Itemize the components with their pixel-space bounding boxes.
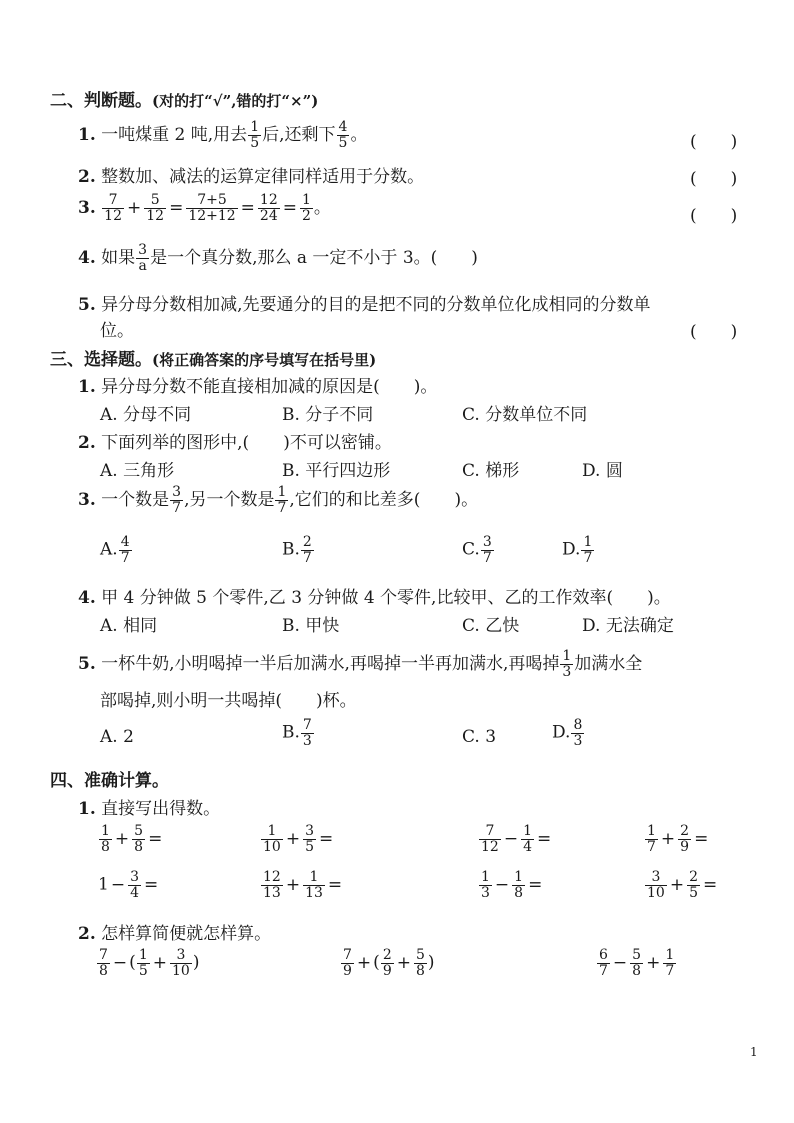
option-d[interactable]: D. 圆 [582,461,623,481]
fraction [678,824,691,854]
numerator: 2 [680,823,690,839]
question-text: 怎样算简便就怎样算。 [101,924,272,944]
denominator: 7 [647,838,656,855]
denominator: 8 [514,884,524,901]
option-c[interactable]: C. 乙快 [462,616,520,636]
option-a[interactable]: A. 相同 [100,616,158,636]
question-text: 一吨煤重 2 吨,用去 [101,125,248,145]
answer-blank[interactable]: ( ) [690,169,738,189]
operator: = [282,198,297,218]
calc-item [478,824,553,854]
option-b[interactable]: B. 分子不同 [282,405,374,425]
denominator: 4 [523,838,532,855]
answer-blank[interactable]: ( ) [690,206,738,226]
fraction [581,535,594,565]
calc-item [644,870,719,900]
denominator: 7 [172,500,182,516]
denominator: 13 [263,884,281,901]
numerator: 3 [172,484,182,501]
fraction [248,120,261,150]
paren: ( [129,952,136,973]
denominator: 9 [680,838,690,855]
numerator: 1 [138,947,148,963]
operator: − [494,874,510,895]
numerator: 5 [150,192,160,209]
operator: = [144,874,159,895]
operator: = [703,874,718,895]
question-text-line2: 位。 [100,321,134,341]
fraction [479,824,501,854]
numerator: 4 [338,119,348,136]
judgment-q2 [78,162,424,187]
fraction [136,243,149,273]
denominator: 9 [382,962,392,979]
numerator: 3 [130,869,139,885]
operator: − [110,874,126,895]
fraction [301,718,314,748]
paren: ) [192,952,200,973]
operator: + [646,952,661,973]
denominator: 8 [415,962,425,979]
question-number: 2. [78,433,96,453]
question-number: 3. [78,198,96,218]
numerator: 2 [689,869,698,885]
option-b[interactable] [282,718,315,748]
denominator: 7 [599,962,608,979]
question-number: 2. [78,167,96,187]
denominator: 12+12 [188,208,236,224]
numerator: 12 [259,192,278,209]
section-choice-title [50,345,376,370]
denominator: 5 [305,838,314,855]
operator: = [169,198,184,218]
option-d[interactable]: D. 无法确定 [582,616,674,636]
section-title-text: 二、判断题。 [50,91,152,111]
fraction [645,824,658,854]
denominator: 13 [305,884,323,901]
denominator: 7 [302,549,312,566]
question-number: 5. [78,654,96,674]
paren: ( [373,952,380,973]
fraction [170,948,192,978]
fraction [663,948,676,978]
operator: − [112,952,128,973]
calc-item [478,870,544,900]
section-note: (将正确答案的序号填写在括号里) [152,351,377,369]
question-text: 后,还剩下 [262,125,336,145]
denominator: 7 [120,549,130,566]
option-a[interactable]: A. 分母不同 [100,405,192,425]
option-a[interactable]: A. 三角形 [100,461,175,481]
numerator: 3 [482,534,492,550]
numerator: 6 [599,947,608,963]
question-text: ,另一个数是 [184,490,275,510]
numerator: 7 [343,947,352,963]
option-label: B. [282,722,300,743]
operator: = [694,828,709,849]
fraction [132,824,145,854]
question-text: ,它们的和比差多( )。 [289,490,479,510]
answer-blank[interactable]: ( ) [690,132,738,152]
fraction [341,948,354,978]
section-note: (对的打“√”,错的打“×”) [152,92,319,110]
calc-item [644,824,710,854]
option-c[interactable] [462,535,495,565]
option-c[interactable]: C. 梯形 [462,461,520,481]
section-judgment-title [50,86,318,111]
option-b[interactable]: B. 平行四边形 [282,461,391,481]
fraction [261,870,283,900]
fraction [102,193,124,223]
judgment-q4 [78,243,478,274]
choice-q1 [78,372,437,397]
numerator: 7+5 [197,192,227,209]
operator: + [356,952,372,973]
option-d[interactable] [552,718,585,748]
numerator: 1 [523,823,532,839]
denominator: 24 [259,208,278,224]
section-calc-title: 四、准确计算。 [50,771,169,791]
denominator: 3 [302,732,312,749]
denominator: 5 [689,884,698,901]
numerator: 3 [651,869,661,885]
numerator: 7 [302,717,312,733]
denominator: 12 [481,838,499,855]
numerator: 5 [415,947,425,963]
operator: − [612,952,628,973]
denominator: 7 [583,549,593,566]
fraction [137,948,150,978]
denominator: 7 [665,962,675,979]
page-number: 1 [750,1045,758,1059]
choice-q5 [78,649,642,680]
denominator: 4 [130,884,139,901]
question-number: 1. [78,799,96,819]
calc-part1 [78,794,220,819]
calc-item [96,948,199,978]
numerator: 7 [99,947,108,963]
operator: − [503,828,519,849]
fraction [597,948,610,978]
numerator: 5 [134,823,144,839]
denominator: 7 [277,500,287,516]
option-b[interactable] [282,535,315,565]
question-number: 2. [78,924,96,944]
fraction [481,535,494,565]
fraction [99,824,112,854]
fraction [303,824,316,854]
operator: = [537,828,552,849]
option-label: B. [282,539,300,560]
fraction [119,535,132,565]
numerator: 4 [120,534,130,550]
numerator: 1 [647,823,656,839]
operator: + [660,828,676,849]
operator: = [240,198,255,218]
numerator: 1 [101,823,110,839]
question-text: 异分母分数不能直接相加减的原因是( )。 [101,377,438,397]
denominator: 12 [146,208,165,224]
question-number: 1. [78,125,96,145]
fraction [337,120,350,150]
numerator: 1 [562,648,572,665]
fraction [186,193,237,223]
fraction [258,193,280,223]
judgment-q3 [78,193,331,224]
numerator: 7 [108,192,118,209]
calc-item [260,824,335,854]
numerator: 1 [514,869,524,885]
option-c[interactable]: C. 3 [462,727,497,747]
operator: + [152,952,167,973]
fraction [128,870,141,900]
fraction [414,948,427,978]
numerator: 1 [302,192,311,209]
numerator: 12 [263,869,281,885]
fraction [303,870,325,900]
denominator: 8 [632,962,642,979]
denominator: 5 [250,135,260,151]
numerator: 3 [305,823,314,839]
denominator: 3 [573,732,583,749]
numerator: 7 [485,823,495,839]
question-text: 。 [313,198,331,218]
choice-q4 [78,583,671,608]
option-a[interactable]: A. 2 [100,727,134,747]
fraction [521,824,534,854]
section-title-text: 三、选择题。 [50,350,152,370]
option-label: D. [552,722,571,743]
operator: = [148,828,163,849]
fraction [571,718,584,748]
numerator: 1 [665,947,675,963]
option-c[interactable]: C. 分数单位不同 [462,405,588,425]
denominator: 5 [338,135,348,151]
question-number: 4. [78,588,96,608]
fraction [97,948,110,978]
numerator: 1 [267,823,277,839]
judgment-q5 [78,290,651,315]
calc-item [98,824,164,854]
denominator: 10 [647,884,665,901]
question-text: 直接写出得数。 [101,799,221,819]
option-a[interactable] [100,535,133,565]
calc-item [260,870,344,900]
denominator: 12 [104,208,122,224]
option-label: A. [100,539,118,560]
operator: = [327,874,343,895]
numerator: 1 [583,534,593,550]
question-text: 异分母分数相加减,先要通分的目的是把不同的分数单位化成相同的分数单 [101,295,651,315]
fraction [300,193,313,223]
question-text: 如果 [101,248,136,268]
numerator: 3 [138,242,148,259]
calc-item [596,948,677,978]
numerator: 5 [632,947,642,963]
judgment-q1 [78,120,367,151]
denominator: 2 [302,208,311,224]
fraction [381,948,394,978]
question-text: 下面列举的图形中,( )不可以密铺。 [101,433,392,453]
question-number: 1. [78,377,96,397]
fraction [687,870,700,900]
denominator: 8 [101,838,110,855]
denominator: 10 [171,962,190,979]
operator: + [285,874,301,895]
answer-blank[interactable]: ( ) [690,322,738,342]
numerator: 1 [481,869,490,885]
denominator: 3 [562,664,572,680]
denominator: 5 [138,962,148,979]
question-text-line2: 部喝掉,则小明一共喝掉( )杯。 [100,691,357,711]
option-d[interactable] [562,535,595,565]
operator: + [396,952,411,973]
numerator: 8 [573,717,583,733]
question-number: 3. [78,490,96,510]
fraction [479,870,492,900]
numerator: 2 [302,534,312,550]
paren: ) [427,952,435,973]
operator: = [528,874,543,895]
question-text: 一杯牛奶,小明喝掉一半后加满水,再喝掉一半再加满水,再喝掉 [101,654,560,674]
denominator: 8 [134,838,144,855]
question-text: 加满水全 [574,654,643,674]
operator: + [669,874,685,895]
fraction [301,535,314,565]
denominator: a [138,258,147,274]
fraction [645,870,667,900]
fraction [261,824,283,854]
question-text: 一个数是 [101,490,170,510]
operator: + [285,828,301,849]
fraction [170,485,183,515]
denominator: 7 [482,549,492,566]
denominator: 3 [481,884,490,901]
numerator: 1 [309,869,319,885]
numerator: 1 [250,119,260,136]
fraction [630,948,643,978]
question-text: 是一个真分数,那么 a 一定不小于 3。( ) [150,248,478,268]
numerator: 1 [277,484,287,501]
fraction [512,870,525,900]
choice-q2 [78,428,392,453]
calc-item [340,948,435,978]
question-text: 甲 4 分钟做 5 个零件,乙 3 分钟做 4 个零件,比较甲、乙的工作效率( )。 [101,588,671,608]
operator: + [126,198,142,218]
fraction [144,193,166,223]
option-b[interactable]: B. 甲快 [282,616,340,636]
whole-number: 1 [98,874,109,895]
fraction [275,485,288,515]
question-number: 5. [78,295,96,315]
operator: = [319,828,334,849]
question-text: 。 [350,125,368,145]
choice-q3 [78,485,478,516]
denominator: 9 [343,962,352,979]
operator: + [114,828,130,849]
denominator: 8 [99,962,108,979]
fraction [560,649,573,679]
question-number: 4. [78,248,96,268]
question-text: 整数加、减法的运算定律同样适用于分数。 [101,167,425,187]
denominator: 10 [263,838,281,855]
calc-item [98,870,160,900]
option-label: C. [462,539,480,560]
option-label: D. [562,539,581,560]
numerator: 3 [176,947,186,963]
calc-part2 [78,919,271,944]
numerator: 2 [382,947,392,963]
